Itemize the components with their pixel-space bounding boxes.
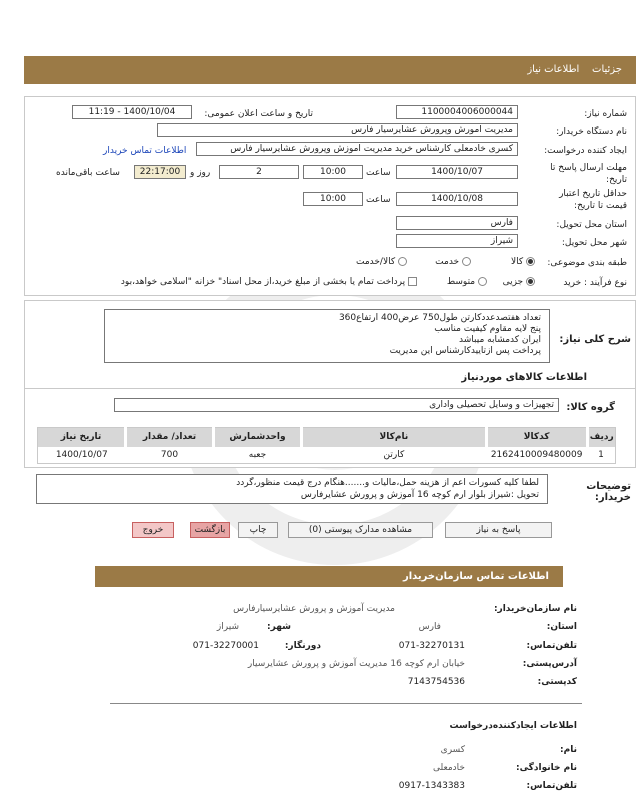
contact-city-label: شهر: <box>267 622 291 632</box>
days-field: 2 <box>219 165 299 179</box>
remaining-time-field: 22:17:00 <box>134 165 186 179</box>
announce-field: 1400/10/04 - 11:19 <box>72 105 192 119</box>
summary-box <box>104 309 550 363</box>
table-header: واحدشمارش <box>214 428 302 447</box>
contact-address-label: آدرس‌پستی: <box>522 659 577 669</box>
treasury-payment-label: پرداخت تمام یا بخشی از مبلغ خرید،از محل اسناد" خزانه "اسلامی خواهد،بود <box>120 277 406 287</box>
contact-city-value: شیراز <box>216 622 239 632</box>
contact-province-label: استان: <box>546 622 577 632</box>
notes-label-2: خریدار: <box>594 492 631 503</box>
need-number-field: 1100004006000044 <box>396 105 518 119</box>
contact-header-bar <box>95 566 563 587</box>
table-row <box>38 447 616 464</box>
table-header: کدکالا <box>486 428 587 447</box>
org-name-label: نام سازمان‌خریدار: <box>493 604 577 614</box>
creator-name-value: کسری <box>440 745 465 755</box>
contact-buyer-link[interactable]: اطلاعات تماس خریدار <box>103 146 187 156</box>
process-medium-label: متوسط <box>446 277 476 287</box>
process-label: نوع فرآیند : خرید <box>563 278 627 288</box>
need-number-label: شماره نیاز: <box>584 109 627 119</box>
city-field: شیراز <box>396 234 518 248</box>
contact-postal-value: 7143754536 <box>407 677 465 687</box>
category-goods-service-option[interactable] <box>356 257 407 267</box>
table-header: ردیف <box>589 432 614 443</box>
contact-header-title: اطلاعات تماس سازمان‌خریدار <box>402 571 549 582</box>
creator-phone-value: 0917-1343383 <box>398 781 465 791</box>
cell-row-number: 1 <box>598 449 604 460</box>
org-name-value: مدیریت آموزش و پرورش عشایرسیارفارس <box>233 604 395 614</box>
radio-service-icon[interactable] <box>462 257 471 266</box>
buyer-org-field: مدیریت امورش وپرورش عشایرسیار فارس <box>157 123 518 137</box>
radio-partial-icon[interactable] <box>526 277 535 286</box>
province-label: استان محل تحویل: <box>556 220 627 230</box>
cell-goods-code: 2162410009480009 <box>490 449 583 460</box>
goods-group-label: گروه کالا: <box>566 402 615 413</box>
contact-postal-label: کدپستی: <box>537 677 577 687</box>
creator-field: کسری خادمعلی کارشناس خرید مدیریت اموزش وپرورش عشایرسیار فارس <box>196 142 518 156</box>
goods-group-field: تجهیزات و وسایل تحصیلی واداری <box>114 398 559 412</box>
header-bar <box>24 56 636 84</box>
cell-quantity: 700 <box>160 449 179 460</box>
validity-time-field: 10:00 <box>303 192 363 206</box>
creator-label: ایجاد کننده درخواست: <box>544 146 627 156</box>
deadline-time-label: ساعت <box>366 168 391 178</box>
summary-line: پنج لایه مقاوم کیفیت مناسب <box>434 324 541 334</box>
contact-phone-value: 071-32270131 <box>398 641 465 651</box>
category-goods-label: کالا <box>510 257 524 267</box>
reply-button[interactable]: پاسخ به نیاز <box>445 522 552 538</box>
creator-info-title: اطلاعات ایجادکننده‌درخواست <box>449 721 577 731</box>
contact-phone-label: تلفن‌تماس: <box>526 641 577 651</box>
contact-fax-label: دورنگار: <box>284 641 321 651</box>
summary-line: ایران کدمشابه میباشد <box>459 335 541 345</box>
print-button[interactable]: چاپ <box>238 522 278 538</box>
process-medium-option[interactable] <box>447 277 487 287</box>
deadline-date-field: 1400/10/07 <box>396 165 518 179</box>
process-partial-option[interactable] <box>503 277 535 287</box>
table-header: تاریخ نیاز <box>60 432 102 443</box>
notes-line: تحویل :شیراز بلوار ارم کوچه 16 آموزش و پرورش عشایرفارس <box>300 490 539 500</box>
category-goods-service-label: کالا/خدمت <box>355 257 396 267</box>
treasury-payment-option[interactable] <box>121 277 417 287</box>
goods-table <box>37 427 616 464</box>
cell-need-date: 1400/10/07 <box>55 449 108 460</box>
validity-label-2: قیمت تا تاریخ: <box>574 201 627 211</box>
exit-button[interactable]: خروج <box>132 522 174 538</box>
creator-phone-label: تلفن‌تماس: <box>526 781 577 791</box>
deadline-label-2: تاریخ: <box>606 175 627 185</box>
radio-goods-icon[interactable] <box>526 257 535 266</box>
table-header: نام‌کالا <box>301 428 486 447</box>
table-header: تعداد/ مقدار <box>126 428 214 447</box>
creator-family-value: خادمعلی <box>433 763 465 773</box>
validity-time-label: ساعت <box>366 195 391 205</box>
creator-name-label: نام: <box>560 745 577 755</box>
treasury-checkbox-icon[interactable] <box>408 277 417 286</box>
goods-section-title: اطلاعات کالاهای موردنیاز <box>461 372 587 383</box>
announce-label: تاریخ و ساعت اعلان عمومی: <box>204 109 313 119</box>
summary-line: پرداخت پس ازتاییدکارشناس این مدیریت <box>389 346 541 356</box>
contact-province-value: فارس <box>418 622 441 632</box>
cell-unit: جعبه <box>248 449 267 460</box>
deadline-time-field: 10:00 <box>303 165 363 179</box>
validity-date-field: 1400/10/08 <box>396 192 518 206</box>
contact-fax-value: 071-32270001 <box>192 641 259 651</box>
summary-label: شرح کلی نیاز: <box>559 334 631 345</box>
creator-family-label: نام خانوادگی: <box>515 763 577 773</box>
validity-label-1: حداقل تاریخ اعتبار <box>559 189 627 199</box>
deadline-label-1: مهلت ارسال پاسخ تا <box>550 163 627 173</box>
header-title: جزئیات اطلاعات نیاز <box>527 64 622 75</box>
category-service-label: خدمت <box>435 257 460 267</box>
province-field: فارس <box>396 216 518 230</box>
contact-divider <box>110 703 582 704</box>
radio-medium-icon[interactable] <box>478 277 487 286</box>
buyer-org-label: نام دستگاه خریدار: <box>556 127 627 137</box>
notes-line: لطفا کلیه کسورات اعم از هزینه حمل،مالیات و.......هنگام درج قیمت منظور،گردد <box>236 478 539 488</box>
category-service-option[interactable] <box>435 257 471 267</box>
notes-label-1: توضیحات <box>586 481 631 492</box>
process-partial-label: جزیی <box>502 277 524 287</box>
category-goods-option[interactable] <box>511 257 535 267</box>
city-label: شهر محل تحویل: <box>561 238 627 248</box>
radio-goods-service-icon[interactable] <box>398 257 407 266</box>
remaining-time-label: ساعت باقی‌مانده <box>56 168 120 178</box>
category-label: طبقه بندی موضوعی: <box>547 258 627 268</box>
back-button[interactable]: بازگشت <box>190 522 230 538</box>
view-docs-button[interactable]: مشاهده مدارک پیوستی (0) <box>288 522 433 538</box>
cell-goods-name: کارتن <box>383 449 405 460</box>
contact-address-value: خیابان ارم کوچه 16 مدیریت آموزش و پرورش عشایرسیار <box>247 659 465 669</box>
days-label: روز و <box>190 168 211 178</box>
notes-box <box>36 474 548 504</box>
summary-line: تعداد هفتصدعددکارتن طول750 عرض400 ارتفاع360 <box>338 313 541 323</box>
